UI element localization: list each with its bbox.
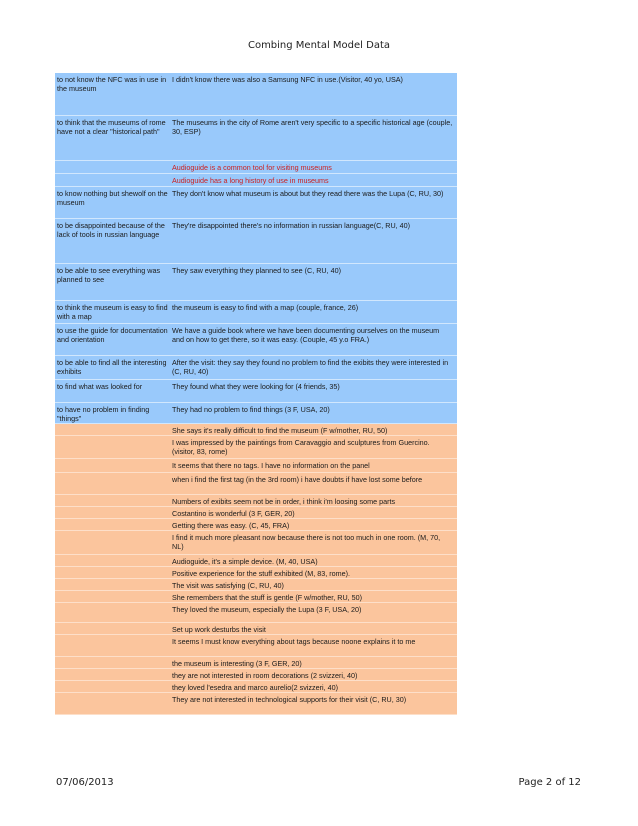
row-left-cell: to be able to see everything was planned to see <box>57 266 161 284</box>
table-row <box>55 579 457 591</box>
table-row <box>55 436 457 459</box>
row-right-cell: the museum is interesting (3 F, GER, 20) <box>172 659 302 668</box>
row-right-cell: Costantino is wonderful (3 F, GER, 20) <box>172 509 295 518</box>
table-row <box>55 635 457 657</box>
row-right-cell: They are not interested in technological supports for their visit (C, RU, 30) <box>172 695 407 704</box>
row-right-cell: They saw everything they planned to see (C, RU, 40) <box>172 266 341 275</box>
row-right-cell: They don't know what museum is about but they read there was the Lupa (C, RU, 30) <box>172 189 444 198</box>
table-row <box>55 301 457 324</box>
row-left-cell: to use the guide for documentation and orientation <box>57 326 168 344</box>
row-left-cell <box>55 174 172 186</box>
table-row <box>55 567 457 579</box>
row-right-cell: They're disappointed there's no information in russian language(C, RU, 40) <box>172 221 411 230</box>
table-row <box>55 174 457 187</box>
blue-section <box>55 73 457 424</box>
mental-model-table <box>55 73 457 715</box>
row-right-cell: the museum is easy to find with a map (couple, france, 26) <box>172 303 359 312</box>
table-row <box>55 495 457 507</box>
table-row <box>55 603 457 623</box>
footer-date: 07/06/2013 <box>56 777 114 788</box>
row-right-cell: Getting there was easy. (C, 45, FRA) <box>172 521 290 530</box>
row-right-cell: I find it much more pleasant now because there is not too much in one room. (M, 70, NL) <box>172 533 441 551</box>
table-row <box>55 591 457 603</box>
row-right-cell: She says it's really difficult to find the museum (F w/mother, RU, 50) <box>172 426 388 435</box>
table-row <box>55 187 457 219</box>
row-right-cell: They found what they were looking for (4 friends, 35) <box>172 382 340 391</box>
table-row <box>55 623 457 635</box>
row-right-cell: I didn't know there was also a Samsung NFC in use.(Visitor, 40 yo, USA) <box>172 75 403 84</box>
table-row <box>55 73 457 116</box>
table-row <box>55 693 457 715</box>
row-right-cell: they are not interested in room decorations (2 svizzeri, 40) <box>172 671 358 680</box>
row-right-cell: Audioguide, it's a simple device. (M, 40, USA) <box>172 557 318 566</box>
table-row <box>55 681 457 693</box>
row-left-cell: to think that the museums of rome have not a clear "historical path" <box>57 118 166 136</box>
footer-page-number: Page 2 of 12 <box>518 777 581 788</box>
row-right-cell: After the visit: they say they found no problem to find the exibits they were interested in (C, RU, 40) <box>172 358 449 376</box>
table-row <box>55 116 457 161</box>
table-row <box>55 669 457 681</box>
row-left-cell: to find what was looked for <box>57 382 143 391</box>
table-row <box>55 380 457 403</box>
table-row <box>55 264 457 301</box>
row-right-cell: they loved l'esedra and marco aurelio(2 svizzeri, 40) <box>172 683 338 692</box>
orange-section <box>55 424 457 715</box>
row-right-cell: She remembers that the stuff is gentle (F w/mother, RU, 50) <box>172 593 363 602</box>
table-row <box>55 161 457 174</box>
row-left-cell: to have no problem in finding "things" <box>57 405 150 423</box>
row-left-cell: to know nothing but shewolf on the museum <box>57 189 168 207</box>
row-left-cell <box>55 161 172 173</box>
row-right-cell: Numbers of exibits seem not be in order, i think i'm loosing some parts <box>172 497 396 506</box>
row-right-cell: The visit was satisfying (C, RU, 40) <box>172 581 284 590</box>
row-right-cell: Positive experience for the stuff exhibited (M, 83, rome). <box>172 569 351 578</box>
table-row <box>55 459 457 473</box>
row-left-cell: to be able to find all the interesting exhibits <box>57 358 167 376</box>
table-row <box>55 531 457 555</box>
row-right-cell: when i find the first tag (in the 3rd room) i have doubts if have lost some before <box>172 475 423 484</box>
table-row <box>55 657 457 669</box>
table-row <box>55 507 457 519</box>
row-right-cell: Set up work desturbs the visit <box>172 625 266 634</box>
row-right-cell: They loved the museum, especially the Lupa (3 F, USA, 20) <box>172 605 362 614</box>
row-right-cell: I was impressed by the paintings from Caravaggio and sculptures from Guercino. (visitor, 83, rome) <box>172 438 430 456</box>
table-row <box>55 424 457 436</box>
row-right-cell: It seems that there no tags. I have no information on the panel <box>172 461 370 470</box>
table-row <box>55 403 457 424</box>
row-left-cell: to think the museum is easy to find with a map <box>57 303 168 321</box>
table-row <box>55 324 457 356</box>
table-row <box>55 219 457 264</box>
row-left-cell: to be disappointed because of the lack of tools in russian language <box>57 221 165 239</box>
table-row <box>55 519 457 531</box>
row-left-cell: to not know the NFC was in use in the museum <box>57 75 167 93</box>
row-right-cell: We have a guide book where we have been documenting ourselves on the museum and on how to get there, so it was easy. (Couple, 45 y.o FRA.) <box>172 326 440 344</box>
row-right-cell: They had no problem to find things (3 F, USA, 20) <box>172 405 330 414</box>
table-row <box>55 555 457 567</box>
page-header-title: Combing Mental Model Data <box>247 40 391 51</box>
row-right-cell: The museums in the city of Rome aren't very specific to a specific historical age (couple, 30, ESP) <box>172 118 453 136</box>
row-right-cell: It seems I must know everything about tags because noone explains it to me <box>172 637 416 646</box>
table-row <box>55 473 457 495</box>
row-right-cell: Audioguide has a long history of use in museums <box>172 176 329 185</box>
row-right-cell: Audioguide is a common tool for visiting museums <box>172 163 332 172</box>
table-row <box>55 356 457 380</box>
